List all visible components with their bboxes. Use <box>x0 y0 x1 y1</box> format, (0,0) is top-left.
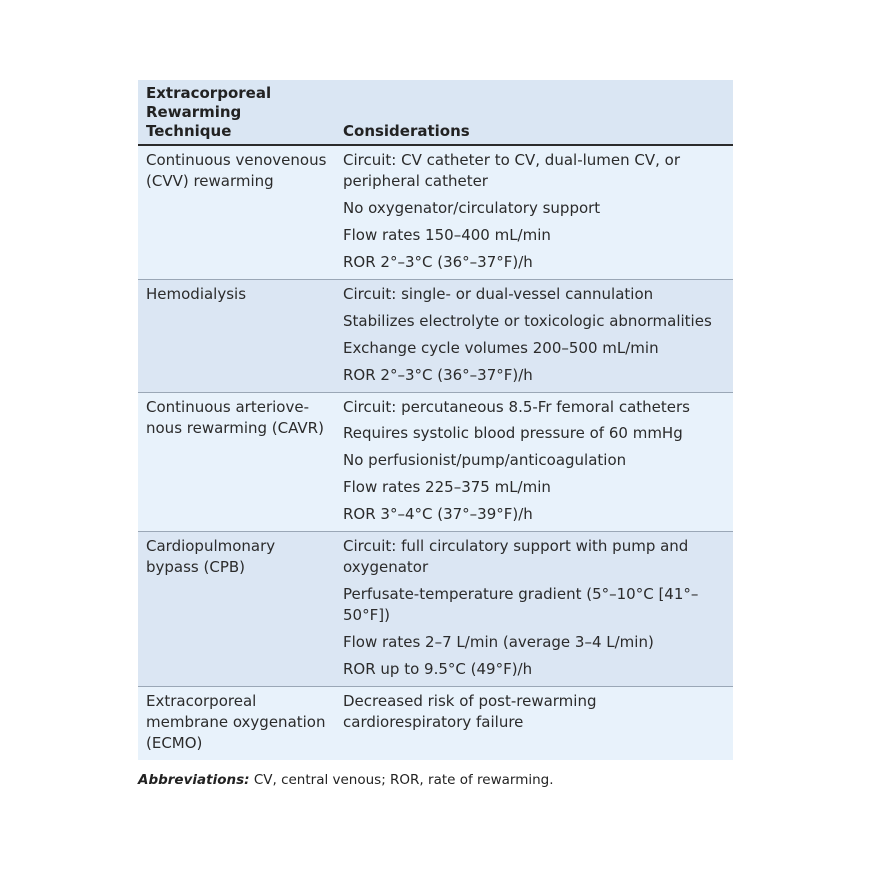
table-row <box>138 626 733 653</box>
table-row <box>138 305 733 332</box>
table-row <box>138 471 733 498</box>
consideration-cell: Decreased risk of post-rewarming cardiorespiratory failure <box>335 687 733 761</box>
consideration-cell: ROR 3°–4°C (37°–39°F)/h <box>335 498 733 532</box>
group-hemodialysis <box>138 280 733 393</box>
consideration-cell: No oxygenator/circulatory support <box>335 192 733 219</box>
consideration-cell: Circuit: single- or dual-vessel cannulation <box>335 280 733 306</box>
table-row <box>138 280 733 306</box>
consideration-cell: Flow rates 2–7 L/min (average 3–4 L/min) <box>335 626 733 653</box>
group-cavr <box>138 393 733 532</box>
technique-cell: Continuous arteriove-nous rewarming (CAVR) <box>138 393 335 445</box>
footnote-text: CV, central venous; ROR, rate of rewarming. <box>249 772 554 788</box>
table-row <box>138 145 733 192</box>
table-row <box>138 498 733 532</box>
table-row <box>138 578 733 626</box>
consideration-cell: Perfusate-temperature gradient (5°–10°C [41°–50°F]) <box>335 578 733 626</box>
consideration-cell: Circuit: CV catheter to CV, dual-lumen CV, or peripheral catheter <box>335 145 733 192</box>
footnote-label: Abbreviations: <box>138 772 250 788</box>
group-ecmo <box>138 687 733 761</box>
table-row <box>138 359 733 393</box>
consideration-cell: Circuit: percutaneous 8.5-Fr femoral catheters <box>335 393 733 419</box>
consideration-cell: Stabilizes electrolyte or toxicologic abnormalities <box>335 305 733 332</box>
table-row <box>138 444 733 471</box>
header-row <box>138 80 733 145</box>
technique-cell: Cardiopulmonary bypass (CPB) <box>138 532 335 579</box>
technique-cell: Hemodialysis <box>138 280 335 306</box>
table-row <box>138 653 733 687</box>
consideration-cell: ROR up to 9.5°C (49°F)/h <box>335 653 733 687</box>
header-technique: Extracorporeal Rewarming Technique <box>138 80 335 145</box>
group-cvv <box>138 145 733 280</box>
table-row <box>138 219 733 246</box>
rewarming-table <box>138 80 733 760</box>
table-row <box>138 532 733 579</box>
consideration-cell: No perfusionist/pump/anticoagulation <box>335 444 733 471</box>
technique-cell: Extracorporeal membrane oxygenation (ECMO) <box>138 687 335 761</box>
consideration-cell: Requires systolic blood pressure of 60 mmHg <box>335 418 733 444</box>
header-considerations: Considerations <box>335 80 733 145</box>
group-cpb <box>138 532 733 687</box>
technique-cell: Continuous venovenous (CVV) rewarming <box>138 145 335 192</box>
table-header <box>138 80 733 145</box>
footnote <box>138 772 738 788</box>
consideration-cell: Exchange cycle volumes 200–500 mL/min <box>335 332 733 359</box>
consideration-cell: ROR 2°–3°C (36°–37°F)/h <box>335 359 733 393</box>
table-row <box>138 192 733 219</box>
table-row <box>138 393 733 419</box>
consideration-cell: Circuit: full circulatory support with pump and oxygenator <box>335 532 733 579</box>
table-row <box>138 687 733 761</box>
consideration-cell: Flow rates 150–400 mL/min <box>335 219 733 246</box>
consideration-cell: ROR 2°–3°C (36°–37°F)/h <box>335 246 733 280</box>
table-row <box>138 332 733 359</box>
consideration-cell: Flow rates 225–375 mL/min <box>335 471 733 498</box>
table-row <box>138 246 733 280</box>
